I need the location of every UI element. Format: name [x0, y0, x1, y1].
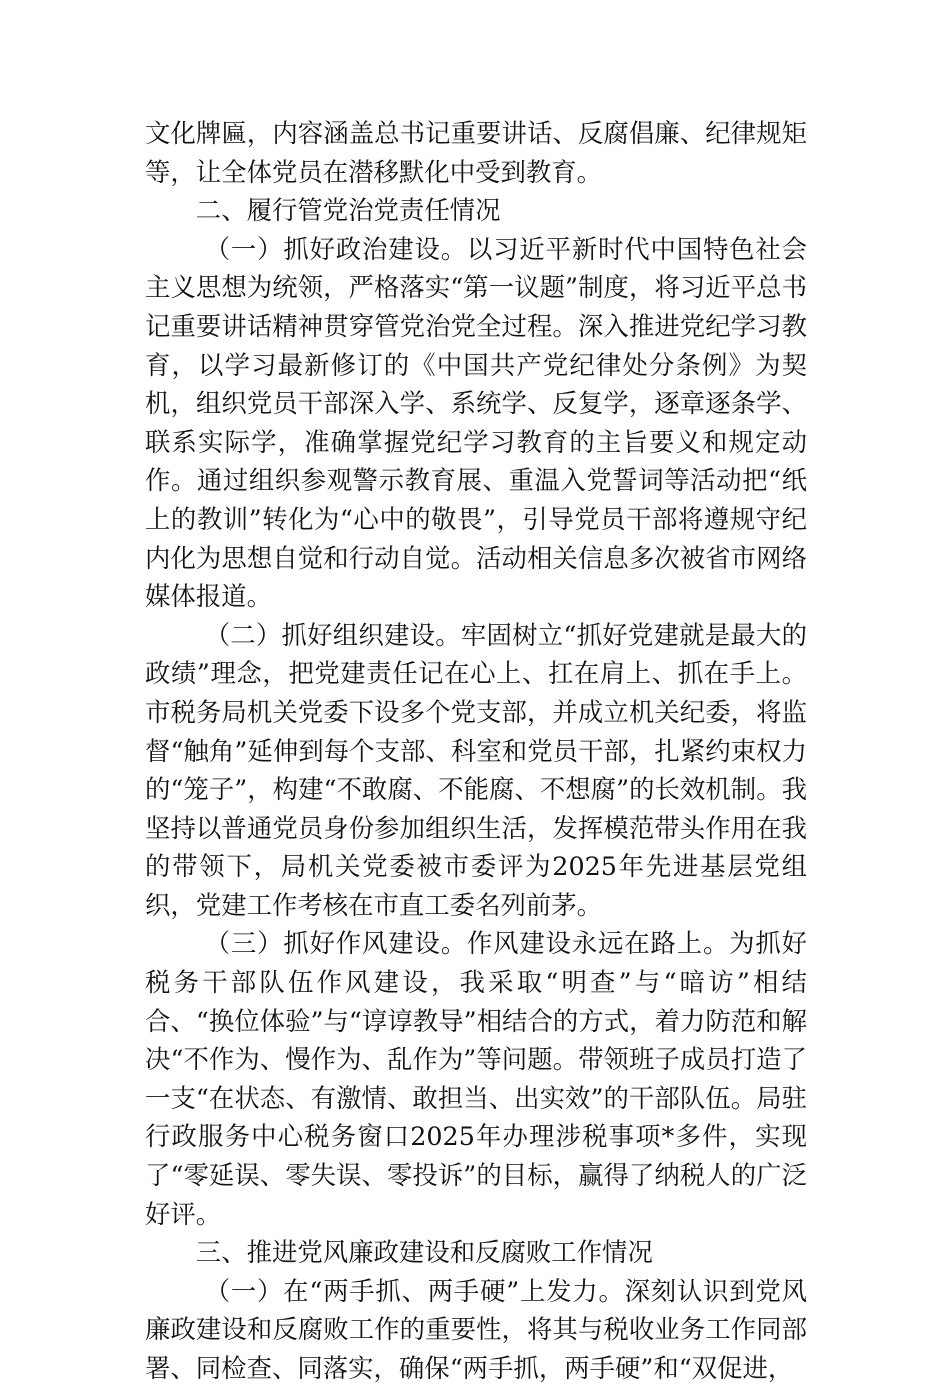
paragraph-two-hands: （一）在“两手抓、两手硬”上发力。深刻认识到党风廉政建设和反腐败工作的重要性，将其与税收业务工作同部署、同检查、同落实，确保“两手抓，两手硬”和“双促进， — [145, 1275, 807, 1383]
paragraph-continued: 文化牌匾，内容涵盖总书记重要讲话、反腐倡廉、纪律规矩等，让全体党员在潜移默化中受到教育。 — [145, 118, 807, 187]
section-heading-2: 二、履行管党治党责任情况 — [195, 195, 501, 226]
document-page — [145, 114, 807, 1388]
paragraph-organization-building: （二）抓好组织建设。牢固树立“抓好党建就是最大的政绩”理念，把党建责任记在心上、扛在肩上、抓在手上。市税务局机关党委下设多个党支部，并成立机关纪委，将监督“触角”延伸到每个支部、科室和党员干部，扎紧约束权力的“笼子”，构建“不敢腐、不能腐、不想腐”的长效机制。我坚持以普通党员身份参加组织生活，发挥模范带头作用在我的带领下，局机关党委被市委评为2025年先进基层党组织，党建工作考核在市直工委名列前茅。 — [145, 619, 807, 920]
paragraph-work-style-building: （三）抓好作风建设。作风建设永远在路上。为抓好税务干部队伍作风建设，我采取“明查”与“暗访”相结合、“换位体验”与“谆谆教导”相结合的方式，着力防范和解决“不作为、慢作为、乱作为”等问题。带领班子成员打造了一支“在状态、有激情、敢担当、出实效”的干部队伍。局驻行政服务中心税务窗口2025年办理涉税事项*多件，实现了“零延误、零失误、零投诉”的目标，赢得了纳税人的广泛好评。 — [145, 928, 807, 1229]
section-heading-3: 三、推进党风廉政建设和反腐败工作情况 — [195, 1237, 653, 1268]
paragraph-political-building: （一）抓好政治建设。以习近平新时代中国特色社会主义思想为统领，严格落实“第一议题”制度，将习近平总书记重要讲话精神贯穿管党治党全过程。深入推进党纪学习教育，以学习最新修订的《中国共产党纪律处分条例》为契机，组织党员干部深入学、系统学、反复学，逐章逐条学、联系实际学，准确掌握党纪学习教育的主旨要义和规定动作。通过组织参观警示教育展、重温入党誓词等活动把“纸上的教训”转化为“心中的敬畏”，引导党员干部将遵规守纪内化为思想自觉和行动自觉。活动相关信息多次被省市网络媒体报道。 — [145, 233, 807, 612]
